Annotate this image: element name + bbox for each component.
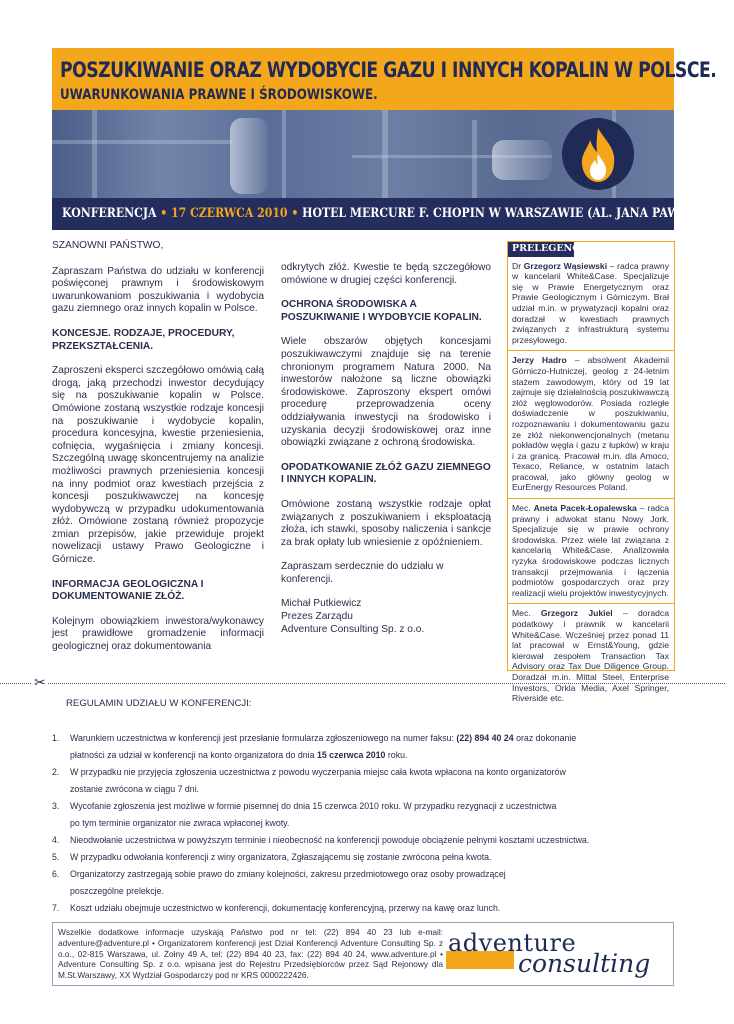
intro-paragraph: Zapraszam Państwa do udziału w konferencji poświęconej prawnym i środowiskowym uwarunkowaniom poszukiwania i wydobycia gazu ziemnego oraz innych kopalin w Polsce. xyxy=(52,265,264,315)
fax-number: (22) 894 40 24 xyxy=(456,733,514,743)
speakers-box xyxy=(507,241,675,704)
rule-item xyxy=(52,849,682,866)
rule-text-cont xyxy=(70,747,682,764)
section-heading: OCHRONA ŚRODOWISKA A POSZUKIWANIE I WYDOBYCIE KOPALIN. xyxy=(281,299,482,323)
rule-number: 6. xyxy=(52,869,60,879)
pipe-shape xyxy=(382,110,388,198)
rule-text: Organizatorzy zastrzegają sobie prawo do zmiany kolejności, zakresu przedmiotowego oraz osoby prowadzącej xyxy=(70,869,506,879)
rule-item xyxy=(52,900,682,917)
letter-column-2 xyxy=(281,262,491,636)
speaker-name: Grzegorz Wąsiewski xyxy=(523,260,608,271)
speaker-prefix: Mec. xyxy=(512,608,531,619)
rules-title: REGULAMIN UDZIAŁU W KONFERENCJI: xyxy=(66,698,252,709)
section-paragraph: Wiele obszarów objętych koncesjami poszukiwawczymi znajduje się na terenie chronionym programem Natura 2000. Na inwestorów nałożone są liczne obowiązki środowiskowe. Zaproszony ekspert omówi procedurę przeprowadzenia oceny oddziaływania inwestycji na środowisko i uzyskania decyzji środowiskowej oraz inne obowiązki związane z ochroną środowiska. xyxy=(281,336,491,449)
rule-text: Nieodwołanie uczestnictwa w powyższym terminie i nieobecność na konferencji powoduje obciążenie pełnymi kosztami uczestnictwa. xyxy=(70,835,590,845)
speaker-prefix: Dr xyxy=(512,260,522,271)
speaker-item xyxy=(508,499,674,604)
footer-registry: www.adventure.pl • Adventure Consulting Sp. z o.o. wpisana jest do Rejestru Przedsiębiorców przez Sąd Rejonowy dla M.St.Warszawy, XX Wydział Gospodarczy pod nr KRS 0000222426. xyxy=(58,948,444,981)
conf-label: KONFERENCJA xyxy=(62,206,157,221)
rule-text: Wycofanie zgłoszenia jest możliwe w formie pisemnej do dnia 15 czerwca 2010 roku. W przypadku rezygnacji z uczestnictwa xyxy=(70,801,557,811)
rule-number: 5. xyxy=(52,852,60,862)
speaker-bio: – radca prawny w kancelarii White&Case. Specjalizuje się w Prawie Energetycznym oraz Prawie Geologicznym i Górniczym. Brał udział m.in. w prywatyzacji kopalni oraz doradzał w kwestiach prawnych związanych z infrastrukturą systemu przesyłowego. xyxy=(512,260,670,345)
speaker-item xyxy=(508,351,674,499)
speakers-heading: PRELEGENCI: xyxy=(508,242,574,257)
pipe-shape xyxy=(52,140,232,144)
rule-text: W przypadku nie przyjęcia zgłoszenia uczestnictwa z powodu wyczerpania miejsc cała kwota wpłacona na konto organizatorów xyxy=(70,767,566,777)
section-heading: INFORMACJA GEOLOGICZNA I DOKUMENTOWANIE ZŁÓŻ. xyxy=(52,578,204,603)
rule-text: W przypadku odwołania konferencji z winy organizatora, Zgłaszającemu się zostanie zwrócona pełna kwota. xyxy=(70,852,492,862)
conference-info xyxy=(62,206,734,221)
section-heading: OPODATKOWANIE ZŁÓŻ GAZU ZIEMNEGO I INNYCH KOPALIN. xyxy=(281,461,491,486)
section-paragraph: odkrytych złóż. Kwestie te będą szczegółowo omówione w drugiej części konferencji. xyxy=(281,262,491,286)
rule-text: płatności za udział w konferencji na konto organizatora do dnia xyxy=(70,750,317,760)
section-paragraph: Zaproszeni eksperci szczegółowo omówią całą drogą, jaką przechodzi inwestor decydujący się na poszukiwanie kopalin w Polsce. Omówione zostaną wszystkie rodzaje koncesji na poszukiwanie i wydobycie kopalin, procedura koncesyjna, kwestie przeniesienia, cofnięcia, wygaśnięcia i zmiany koncesji. Szczególną uwagę skoncentrujemy na analizie możliwości prawnych przeniesienia koncesji na inny podmiot oraz kwestiach przejścia z koncesji poszukiwawczej na koncesję wydobywczą w przypadku udokumentowania złóż. Omówione zostaną również propozycje zmian przepisów, jakie przewiduje projekt nowelizacji ustawy Prawo Geologiczne i Górnicze. xyxy=(52,365,264,566)
section-paragraph: Kolejnym obowiązkiem inwestora/wykonawcy jest prawidłowe gromadzenie informacji geologicznej oraz dokumentowania xyxy=(52,615,264,653)
speaker-name: Jerzy Hadro xyxy=(512,355,567,366)
pipe-shape xyxy=(282,110,286,198)
rule-item xyxy=(52,798,682,832)
letter-column-1 xyxy=(52,240,264,666)
flame-icon xyxy=(562,118,634,190)
section-heading: KONCESJE. RODZAJE, PROCEDURY, PRZEKSZTAŁCENIA. xyxy=(52,327,235,352)
header-banner xyxy=(52,48,734,230)
rule-number: 3. xyxy=(52,801,60,811)
company-logo xyxy=(446,929,670,981)
rule-number: 4. xyxy=(52,835,60,845)
speaker-bio: – absolwent Akademii Górniczo-Hutniczej, geolog z 24-letnim stażem zawodowym, który od 19 lat zajmuje się działalnością poszukiwawczą złóż węglowodorów. Posiada rozległe doświadczenie w poszukiwaniu, rozpoznawaniu i dokumentowaniu gazu ze złóż niekonwencjonalnych (metanu pokładów węgla i gazu z łupków) w kraju i za granicą. Pracował m.in. dla Amoco, Texaco, Reliance, w ostatnim latach pracował, jako główny geolog w EurEnergy Resources Poland. xyxy=(512,355,670,493)
rule-item xyxy=(52,832,682,849)
footer-text xyxy=(58,927,443,981)
footer-box xyxy=(52,922,674,986)
logo-word-top: adventure xyxy=(448,929,577,957)
section-paragraph: Omówione zostaną wszystkie rodzaje opłat związanych z poszukiwaniem i eksploatacją złoża, ich stawki, sposoby naliczenia i sankcje za brak opłaty lub wniesienie z opóźnieniem. xyxy=(281,498,491,548)
speaker-item xyxy=(508,257,674,352)
speaker-bio: – doradca podatkowy i prawnik w kancelarii White&Case. Wcześniej przez ponad 11 lat pracował w Ernst&Young, gdzie kierował zespołem Transaction Tax Advisory oraz Tax Due Diligence Group. Doradzał m.in. Mittal Steel, Enterprise Investors, Orkla Media, Axel Springer, Riverside etc. xyxy=(512,608,670,704)
rule-item xyxy=(52,764,682,798)
tank-shape xyxy=(230,118,268,194)
rule-text: Koszt udziału obejmuje uczestnictwo w konferencji, dokumentację konferencyjną, przerwy na kawę oraz lunch. xyxy=(70,903,501,913)
footer-contact: Wszelkie dodatkowe informacje uzyskają Państwo pod nr tel: (22) 894 40 23 lub e-mail: adventure@adventure.pl • Organizatorem konferencji jest Dział Konferencji Adventure Consulting Sp. z o.o., 02-815 Warszawa, ul. Żołny 49 A, tel: (22) 894 40 23, fax: (22) 894 40 24, xyxy=(58,927,443,959)
closing-paragraph: Zapraszam serdecznie do udziału w konferencji. xyxy=(281,561,444,585)
rule-text-cont: zostanie zwrócona w ciągu 7 dni. xyxy=(70,784,200,794)
page-subtitle: UWARUNKOWANIA PRAWNE I ŚRODOWISKOWE. xyxy=(60,87,378,103)
rule-number: 7. xyxy=(52,903,60,913)
speaker-bio: – radca prawny i adwokat stanu Nowy Jork. Specjalizuje się w prawie ochrony środowiska. Przez wiele lat związana z kancelarią White&Case. Analizowała ryzyka środowiskowe podczas licznych transakcji przejmowania i łączenia podmiotów gospodarczych oraz przy realizacji wielu projektów inwestycyjnych. xyxy=(512,503,669,598)
rule-text-cont: poszczególne prelekcje. xyxy=(70,886,164,896)
signature-company: Adventure Consulting Sp. z o.o. xyxy=(281,623,425,635)
pipe-shape xyxy=(472,120,477,198)
logo-word-bottom: consulting xyxy=(518,949,651,978)
rule-number: 1. xyxy=(52,733,60,743)
bullet: • xyxy=(160,206,168,221)
cut-line xyxy=(0,683,725,684)
signature-role: Prezes Zarządu xyxy=(281,611,353,623)
page-title: POSZUKIWANIE ORAZ WYDOBYCIE GAZU I INNYCH KOPALIN W POLSCE. xyxy=(60,58,717,82)
rule-text: oraz dokonanie xyxy=(513,733,577,743)
rule-number: 2. xyxy=(52,767,60,777)
greeting: SZANOWNI PAŃSTWO, xyxy=(52,240,164,251)
speaker-item xyxy=(508,604,674,708)
rule-text: Warunkiem uczestnictwa w konferencji jest przesłanie formularza zgłoszeniowego na numer faksu: xyxy=(70,733,457,743)
rule-text: roku. xyxy=(385,750,408,760)
pipe-shape xyxy=(92,110,97,198)
rule-text-cont: po tym terminie organizator nie zwraca wpłaconej kwoty. xyxy=(70,818,290,828)
scissors-icon: ✂ xyxy=(34,674,46,690)
signature-name: Michał Putkiewicz xyxy=(281,598,362,610)
tank-shape xyxy=(492,140,552,180)
rule-item xyxy=(52,866,682,900)
conference-bar xyxy=(52,198,734,230)
conf-place: HOTEL MERCURE F. CHOPIN W WARSZAWIE (AL. JANA PAWŁA II 22) xyxy=(302,206,734,221)
speaker-name: Grzegorz Jukiel xyxy=(540,608,613,619)
bullet: • xyxy=(291,206,299,221)
conf-date: 17 CZERWCA 2010 xyxy=(171,206,288,221)
rule-item xyxy=(52,730,682,764)
rules-list xyxy=(52,730,682,917)
deadline-date: 15 czerwca 2010 xyxy=(316,750,386,760)
speaker-prefix: Mec. xyxy=(512,503,531,514)
speaker-name: Aneta Pacek-Łopalewska xyxy=(533,503,637,514)
